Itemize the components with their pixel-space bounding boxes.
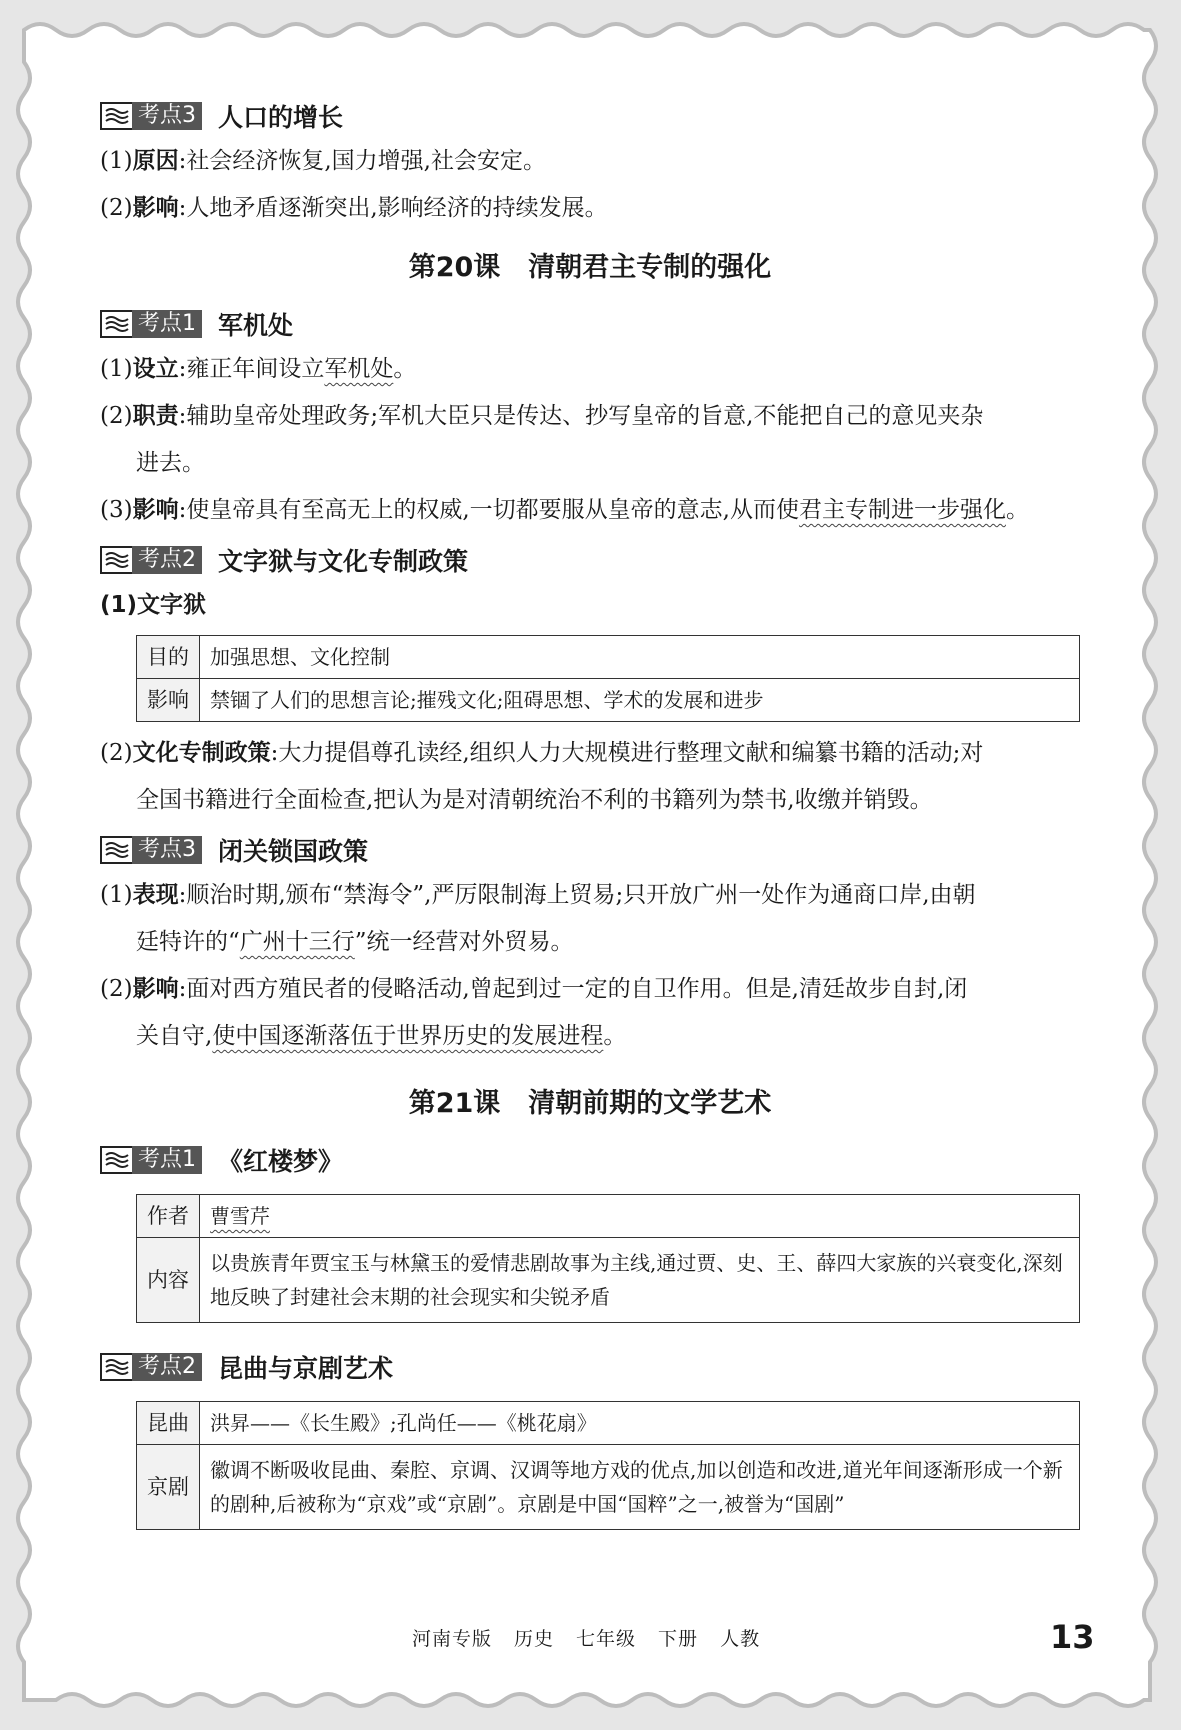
list-item-continuation: 廷特许的“广州十三行”统一经营对外贸易。 (136, 929, 574, 955)
waves-icon (100, 546, 132, 574)
list-item: (2)文化专制政策:大力提倡尊孔读经,组织人力大规模进行整理文献和编纂书籍的活动;对 (100, 740, 984, 766)
kaodian-badge: 考点1 (100, 309, 202, 339)
table-row: 目的 加强思想、文化控制 (137, 636, 1080, 679)
waves-icon (100, 1353, 132, 1381)
waves-icon (100, 310, 132, 338)
section-title: 军机处 (218, 311, 294, 340)
section-heading-biguan (100, 828, 1080, 872)
list-item: (3)影响:使皇帝具有至高无上的权威,一切都要服从皇帝的意志,从而使君主专制进一步强化。 (100, 497, 1029, 523)
section-title: 昆曲与京剧艺术 (218, 1354, 394, 1383)
opera-table (136, 1401, 1080, 1530)
list-item: (1)表现:顺治时期,颁布“禁海令”,严厉限制海上贸易;只开放广州一处作为通商口岸,由朝 (100, 882, 976, 908)
waves-icon (100, 1146, 132, 1174)
section-heading-wenziyu (100, 538, 1080, 582)
list-item-continuation: 进去。 (136, 450, 205, 476)
table-row: 内容 以贵族青年贾宝玉与林黛玉的爱情悲剧故事为主线,通过贾、史、王、薛四大家族的兴衰变化,深刻地反映了封建社会末期的社会现实和尖锐矛盾 (137, 1238, 1080, 1323)
list-item: (2)影响:人地矛盾逐渐突出,影响经济的持续发展。 (100, 195, 608, 221)
section-heading-junjichu (100, 302, 1080, 346)
kaodian-badge: 考点2 (100, 545, 202, 575)
kaodian-badge: 考点3 (100, 835, 202, 865)
section-title: 闭关锁国政策 (218, 837, 369, 866)
list-item: (1)设立:雍正年间设立军机处。 (100, 356, 417, 382)
list-item: (1)原因:社会经济恢复,国力增强,社会安定。 (100, 148, 546, 174)
table-row: 昆曲 洪昇——《长生殿》;孔尚任——《桃花扇》 (137, 1402, 1080, 1445)
section-title: 《红楼梦》 (218, 1147, 344, 1176)
table-row: 京剧 徽调不断吸收昆曲、秦腔、京调、汉调等地方戏的优点,加以创造和改进,道光年间逐渐形成一个新的剧种,后被称为“京戏”或“京剧”。京剧是中国“国粹”之一,被誉为“国剧” (137, 1445, 1080, 1530)
waves-icon (100, 102, 132, 130)
kaodian-badge: 考点1 (100, 1145, 202, 1175)
sub-heading: (1)文字狱 (100, 592, 207, 618)
list-item-continuation: 关自守,使中国逐渐落伍于世界历史的发展进程。 (136, 1023, 627, 1049)
section-title: 文字狱与文化专制政策 (218, 547, 469, 576)
hongloumeng-table (136, 1194, 1080, 1323)
section-heading-opera (100, 1345, 1080, 1389)
section-heading-population (100, 94, 1080, 138)
lesson-title-20: 第20课 清朝君主专制的强化 (408, 252, 772, 283)
table-row: 影响 禁锢了人们的思想言论;摧残文化;阻碍思想、学术的发展和进步 (137, 679, 1080, 722)
page-footer (0, 1618, 1181, 1658)
page-content (100, 90, 1080, 1530)
kaodian-badge: 考点2 (100, 1352, 202, 1382)
kaodian-badge: 考点3 (100, 101, 202, 131)
lesson-title-21: 第21课 清朝前期的文学艺术 (408, 1088, 772, 1119)
page-number: 13 (1050, 1618, 1095, 1656)
book-info: 河南专版 历史 七年级 下册 人教 (412, 1628, 761, 1650)
section-heading-hongloumeng (100, 1138, 1080, 1182)
waves-icon (100, 836, 132, 864)
list-item-continuation: 全国书籍进行全面检查,把认为是对清朝统治不利的书籍列为禁书,收缴并销毁。 (136, 787, 933, 813)
section-title: 人口的增长 (218, 103, 344, 132)
wenziyu-table (136, 635, 1080, 722)
table-row: 作者 曹雪芹 (137, 1195, 1080, 1238)
list-item: (2)影响:面对西方殖民者的侵略活动,曾起到过一定的自卫作用。但是,清廷故步自封,闭 (100, 976, 968, 1002)
list-item: (2)职责:辅助皇帝处理政务;军机大臣只是传达、抄写皇帝的旨意,不能把自己的意见夹杂 (100, 403, 984, 429)
